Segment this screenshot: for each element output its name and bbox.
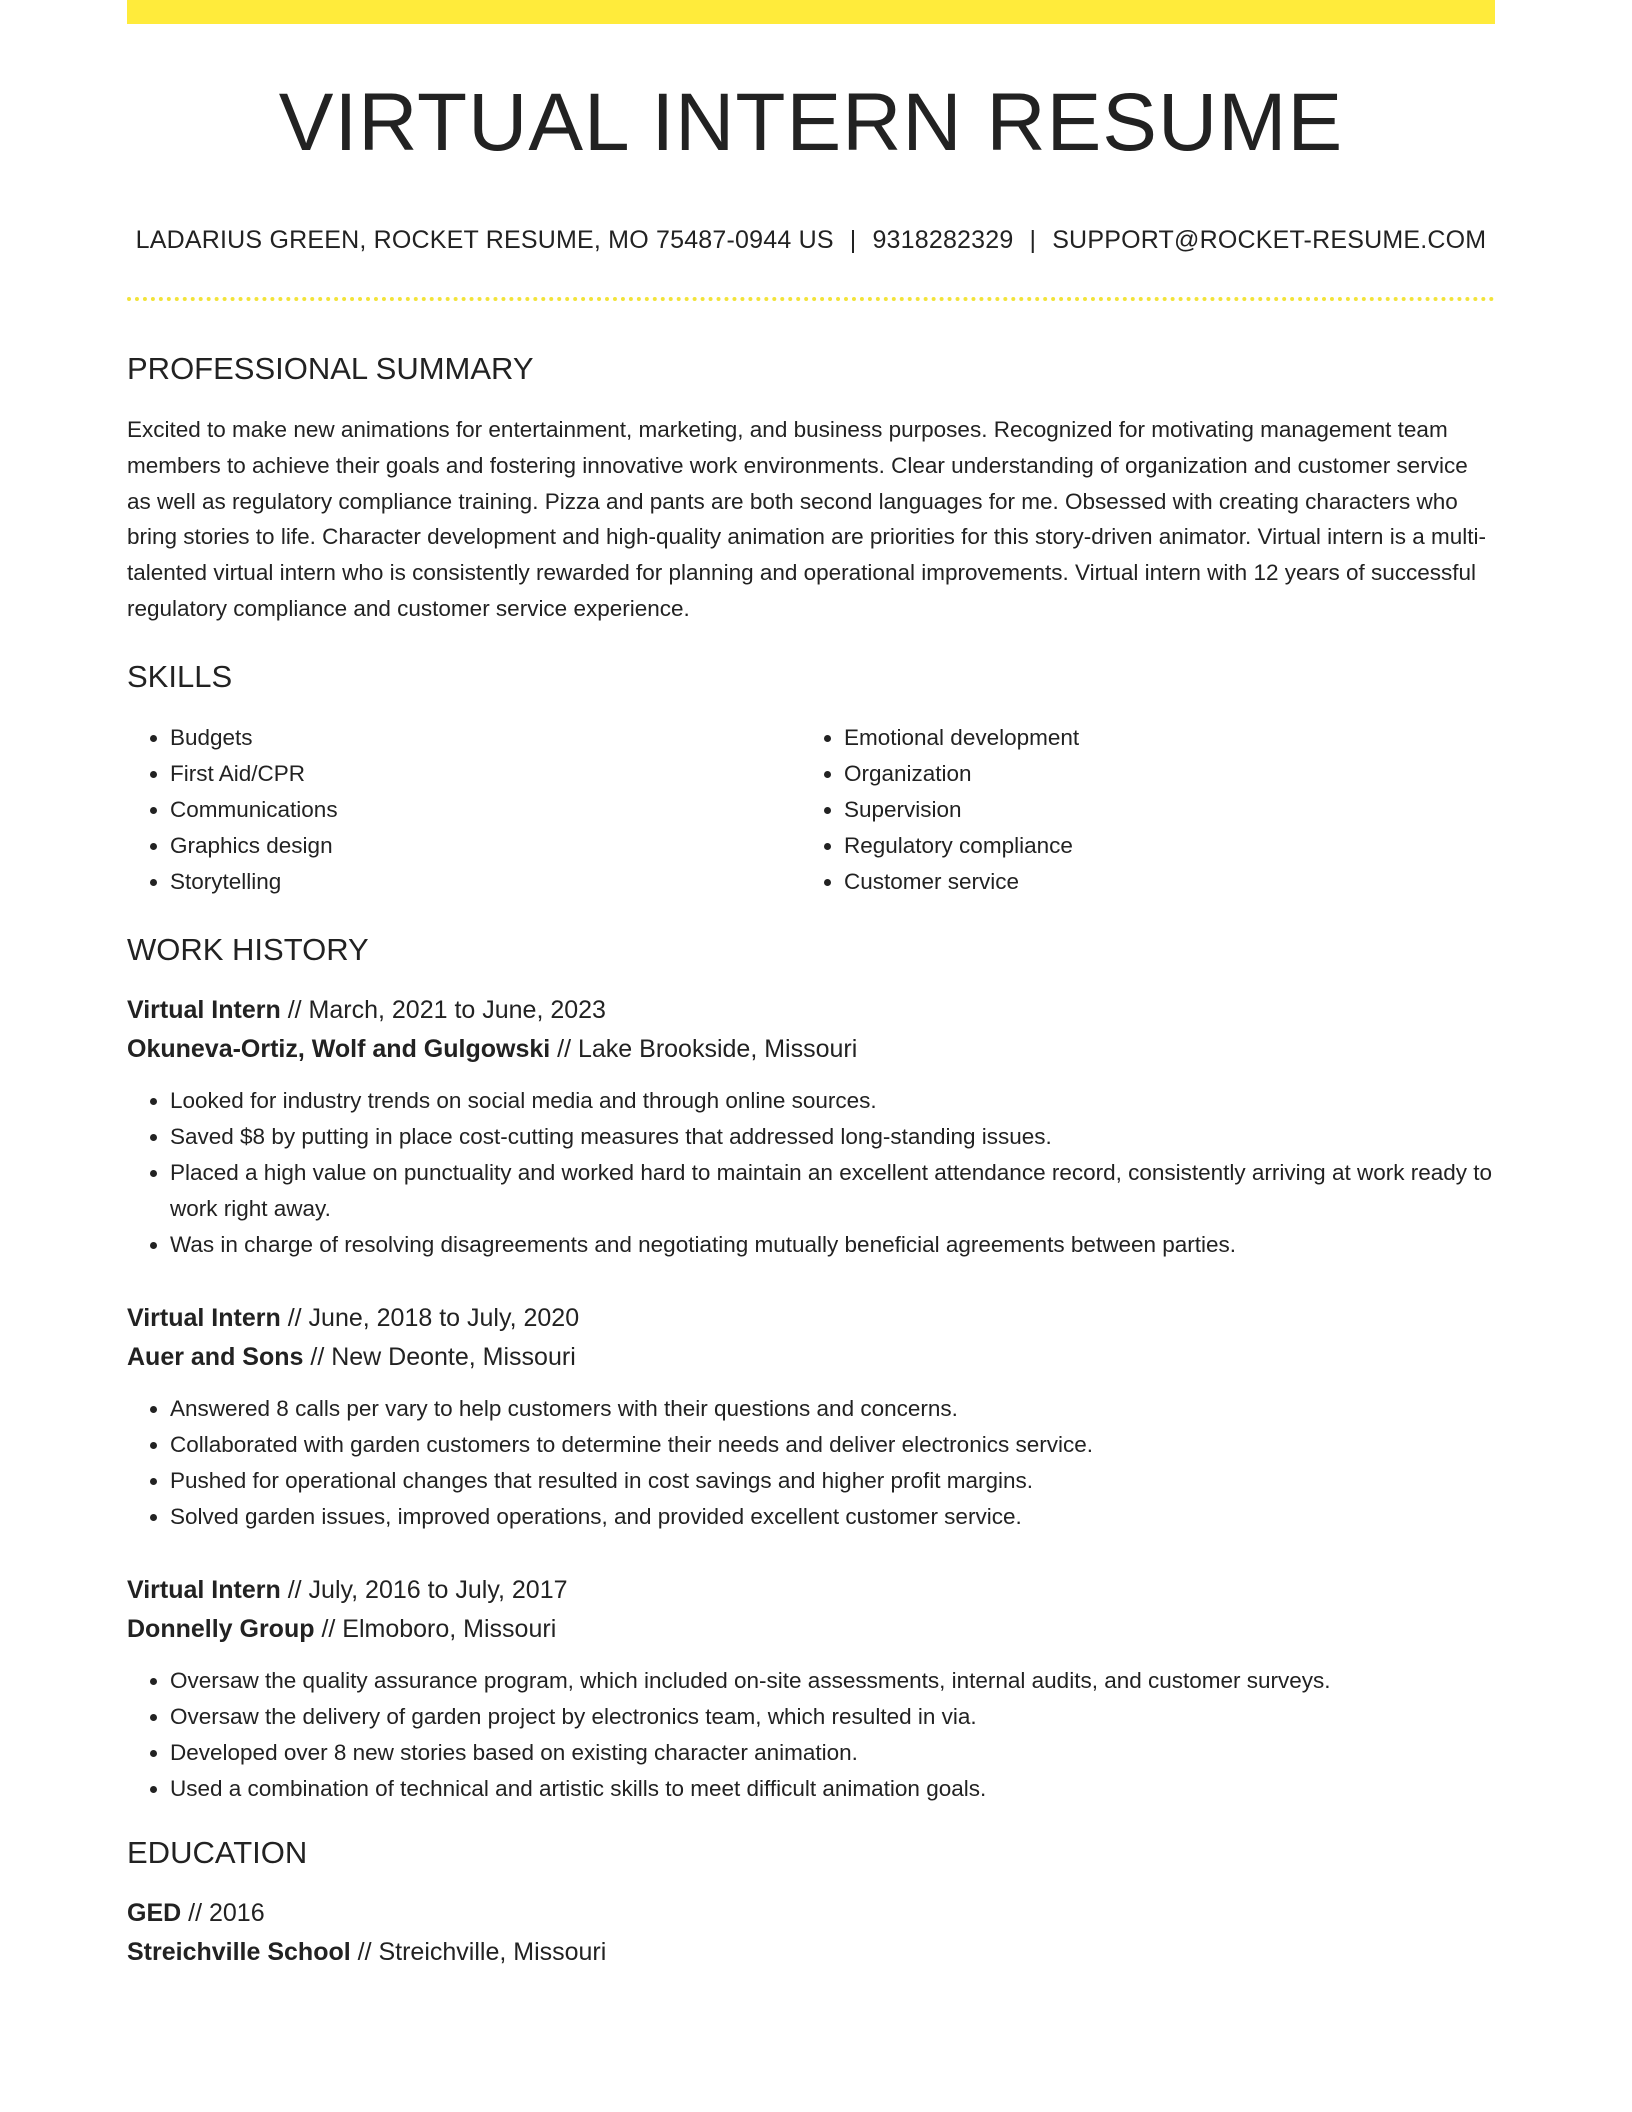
skill-item: • Organization [844,756,1475,792]
skill-item: • Graphics design [170,828,801,864]
education-degree: GED [127,1898,182,1927]
skill-item: • Communications [170,792,801,828]
job-dates: // July, 2016 to July, 2017 [287,1575,568,1604]
skills-heading: SKILLS [127,658,233,694]
education-entry [127,1894,1495,1972]
job-entry [127,991,1495,1263]
job-company: Donnelly Group [127,1614,315,1643]
job-company-line [127,1338,1495,1377]
skill-item: • Emotional development [844,720,1475,756]
skill-item: • Regulatory compliance [844,828,1475,864]
contact-email: SUPPORT@ROCKET-RESUME.COM [1052,226,1487,254]
contact-separator: | [1029,226,1037,254]
job-location: // Elmoboro, Missouri [321,1614,557,1643]
job-bullet: • Answered 8 calls per vary to help customers with their questions and concerns. [170,1391,1495,1427]
job-title: Virtual Intern [127,1575,281,1604]
job-dates: // March, 2021 to June, 2023 [287,995,606,1024]
job-bullets [127,1083,1495,1263]
job-bullet: • Developed over 8 new stories based on existing character animation. [170,1735,1495,1771]
summary-heading: PROFESSIONAL SUMMARY [127,351,534,386]
job-company: Okuneva-Ortiz, Wolf and Gulgowski [127,1034,551,1063]
education-school: Streichville School [127,1937,351,1966]
job-title-line [127,991,1495,1030]
resume-page [127,0,1495,1972]
job-title-line [127,1571,1495,1610]
education-heading: EDUCATION [127,1834,308,1870]
resume-title: VIRTUAL INTERN RESUME [278,77,1344,168]
skills-column-right [801,720,1475,900]
job-title: Virtual Intern [127,995,281,1024]
education-school-line [127,1933,1495,1972]
contact-line [127,226,1495,255]
education-location: // Streichville, Missouri [357,1937,607,1966]
skill-item: • First Aid/CPR [170,756,801,792]
job-bullet: • Solved garden issues, improved operations, and provided excellent customer service. [170,1499,1495,1535]
skill-item: • Storytelling [170,864,801,900]
job-company: Auer and Sons [127,1342,304,1371]
job-title-line [127,1299,1495,1338]
job-bullet: • Oversaw the delivery of garden project by electronics team, which resulted in via. [170,1699,1495,1735]
job-location: // New Deonte, Missouri [310,1342,576,1371]
dotted-divider [127,297,1495,301]
accent-bar [127,0,1495,24]
job-bullet: • Oversaw the quality assurance program, which included on-site assessments, internal audits, and customer surveys. [170,1663,1495,1699]
job-bullet: • Looked for industry trends on social media and through online sources. [170,1083,1495,1119]
job-bullets [127,1663,1495,1807]
skill-item: • Customer service [844,864,1475,900]
work-history-heading: WORK HISTORY [127,931,369,967]
job-bullet: • Was in charge of resolving disagreements and negotiating mutually beneficial agreements between parties. [170,1227,1495,1263]
job-company-line [127,1030,1495,1069]
job-bullet: • Placed a high value on punctuality and worked hard to maintain an excellent attendance record, consistently arriving at work ready to work right away. [170,1155,1495,1227]
skill-item: • Supervision [844,792,1475,828]
job-title: Virtual Intern [127,1303,281,1332]
contact-address: LADARIUS GREEN, ROCKET RESUME, MO 75487-0944 US [135,226,834,254]
job-entry [127,1299,1495,1535]
education-year: // 2016 [188,1898,265,1927]
contact-phone: 9318282329 [872,226,1014,254]
skills-list [127,720,1495,900]
job-company-line [127,1610,1495,1649]
job-bullet: • Pushed for operational changes that resulted in cost savings and higher profit margins. [170,1463,1495,1499]
job-dates: // June, 2018 to July, 2020 [287,1303,580,1332]
job-entry [127,1571,1495,1807]
skill-item: • Budgets [170,720,801,756]
education-degree-line [127,1894,1495,1933]
summary-text: Excited to make new animations for entertainment, marketing, and business purposes. Recognized for motivating management team members to achieve their goals and fostering innovative work environments. Clear understanding of organization and customer service as well as regulatory compliance training. Pizza and pants are both second languages for me. Obsessed with creating characters who bring stories to life. Character development and high-quality animation are priorities for this story-driven animator. Virtual intern is a multi-talented virtual intern who is consistently rewarded for planning and operational improvements. Virtual intern with 12 years of successful regulatory compliance and customer service experience. [127,417,1486,621]
job-bullets [127,1391,1495,1535]
job-bullet: • Collaborated with garden customers to determine their needs and deliver electronics service. [170,1427,1495,1463]
job-location: // Lake Brookside, Missouri [557,1034,858,1063]
skills-column-left [127,720,801,900]
job-bullet: • Saved $8 by putting in place cost-cutting measures that addressed long-standing issues. [170,1119,1495,1155]
contact-separator: | [849,226,857,254]
job-bullet: • Used a combination of technical and artistic skills to meet difficult animation goals. [170,1771,1495,1807]
